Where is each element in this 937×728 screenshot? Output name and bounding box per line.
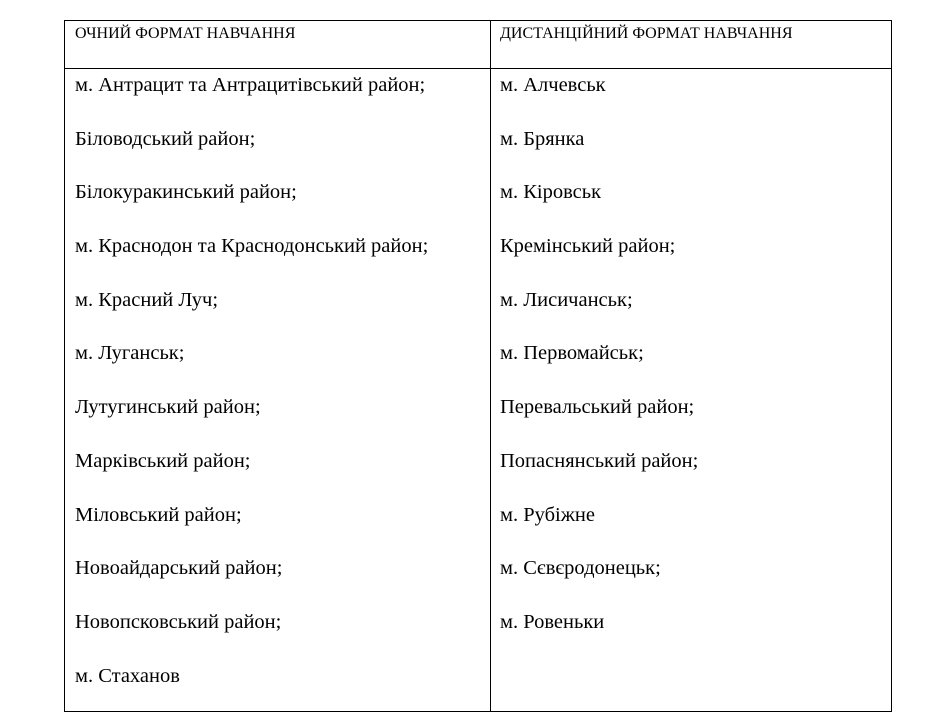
learning-format-table — [64, 20, 892, 712]
list-item: м. Брянка — [500, 127, 585, 150]
list-item: Біловодський район; — [75, 127, 256, 150]
distance-list — [500, 73, 698, 664]
column-divider — [490, 21, 491, 711]
list-item: Попаснянський район; — [500, 449, 699, 472]
list-item: м. Стаханов — [75, 664, 180, 687]
list-item: Новоайдарський район; — [75, 557, 283, 580]
list-item: Білокуракинський район; — [75, 181, 297, 204]
list-item: Перевальський район; — [500, 396, 695, 419]
list-item: Марківський район; — [75, 449, 251, 472]
list-item: м. Ровеньки — [500, 610, 605, 633]
list-item: Міловський район; — [75, 503, 242, 526]
list-item: м. Краснодон та Краснодонський район; — [75, 235, 429, 258]
in-person-list — [75, 73, 428, 717]
list-item: м. Сєвєродонецьк; — [500, 557, 661, 580]
header-distance-format: ДИСТАНЦІЙНИЙ ФОРМАТ НАВЧАННЯ — [500, 25, 793, 42]
list-item: Лутугинський район; — [75, 396, 261, 419]
list-item: м. Антрацит та Антрацитівський район; — [75, 74, 426, 96]
list-item: м. Красний Луч; — [75, 288, 219, 311]
list-item: Кремінський район; — [500, 235, 676, 258]
header-in-person-format: ОЧНИЙ ФОРМАТ НАВЧАННЯ — [75, 25, 296, 42]
list-item: м. Алчевськ — [500, 74, 606, 96]
list-item: м. Лисичанськ; — [500, 288, 633, 311]
list-item: м. Кіровськ — [500, 181, 602, 204]
list-item: м. Луганськ; — [75, 342, 185, 365]
list-item: м. Первомайськ; — [500, 342, 644, 365]
header-divider — [65, 68, 891, 69]
list-item: м. Рубіжне — [500, 503, 595, 526]
list-item: Новопсковський район; — [75, 610, 282, 633]
